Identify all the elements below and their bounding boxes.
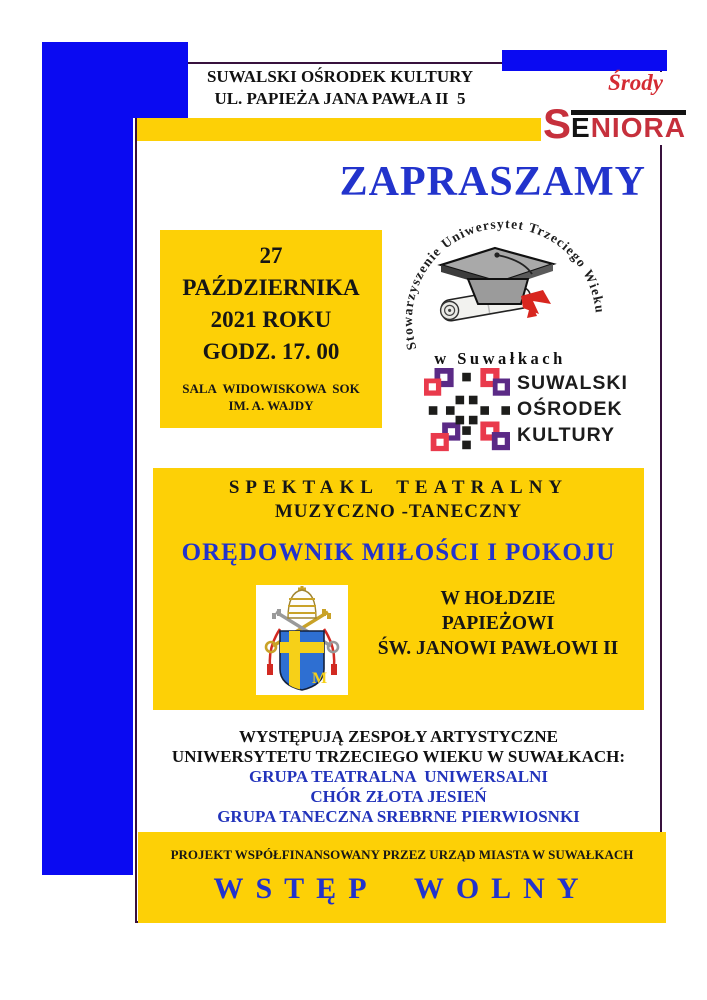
tribute-line2: PAPIEŻOWI (441, 613, 555, 634)
show-type-line2: MUZYCZNO -TANECZNY (274, 501, 523, 522)
show-banner (153, 468, 644, 710)
event-year: 2021 ROKU (210, 307, 332, 332)
sok-logo-mark (424, 368, 510, 454)
performers-group-1: GRUPA TEATRALNA UNIWERSALNI (249, 767, 548, 786)
performers-group-3: GRUPA TANECZNA SREBRNE PIERWIOSNKI (217, 807, 580, 826)
yellow-header-strip (137, 118, 543, 141)
event-day: 27 (259, 243, 283, 268)
performers-section (137, 727, 660, 827)
date-box (160, 230, 382, 428)
free-admission-text: WSTĘP WOLNY (213, 872, 591, 905)
performers-group-2: CHÓR ZŁOTA JESIEŃ (310, 787, 487, 806)
venue-line1: SALA WIDOWISKOWA SOK (182, 381, 360, 396)
tribute-line1: W HOŁDZIE (440, 588, 556, 609)
crest-monogram: M (312, 670, 328, 687)
utw-association-logo (393, 212, 615, 370)
performers-intro2: UNIWERSYTETU TRZECIEGO WIEKU W SUWAŁKACH: (171, 747, 626, 766)
seniora-letter-e: E (571, 112, 591, 143)
seniora-bar (571, 110, 686, 141)
tribute-text (353, 586, 643, 661)
sok-logo-text (517, 370, 628, 448)
seniora-letter-s: S (543, 100, 572, 147)
organizer-name: SUWALSKI OŚRODEK KULTURY (206, 67, 474, 86)
sok-text-line2: OŚRODEK (517, 398, 623, 420)
funding-note: PROJEKT WSPÓŁFINANSOWANY PRZEZ URZĄD MIASTA W SUWAŁKACH (170, 847, 634, 862)
footer-banner (138, 832, 666, 923)
utw-city-text: w Suwałkach (434, 349, 566, 368)
event-time: GODZ. 17. 00 (202, 339, 340, 364)
srody-script-text: Środy (608, 70, 663, 95)
organizer-address: UL. PAPIEŻA JANA PAWŁA II 5 (214, 89, 466, 108)
seniora-letters-niora: NIORA (590, 112, 686, 143)
show-type-line1: SPEKTAKL TEATRALNY (228, 477, 569, 498)
sok-text-line3: KULTURY (517, 424, 615, 446)
papal-coat-of-arms (256, 585, 348, 695)
seniora-wordmark (543, 100, 686, 147)
venue-line2: IM. A. WAJDY (228, 398, 314, 413)
performers-intro1: WYSTĘPUJĄ ZESPOŁY ARTYSTYCZNE (238, 727, 558, 746)
organizer-header (137, 66, 543, 110)
sok-text-line1: SUWALSKI (517, 372, 628, 394)
srody-seniora-logo (541, 70, 686, 147)
blue-accent-column (42, 42, 133, 875)
invitation-headline: ZAPRASZAMY (339, 159, 646, 205)
utw-arc-text: Stowarzyszenie Uniwersytet Trzeciego Wieku (399, 216, 608, 352)
event-month: PAŹDZIERNIKA (182, 275, 360, 300)
show-title: ORĘDOWNIK MIŁOŚCI I POKOJU (181, 539, 616, 566)
tribute-line3: ŚW. JANOWI PAWŁOWI II (377, 638, 619, 659)
